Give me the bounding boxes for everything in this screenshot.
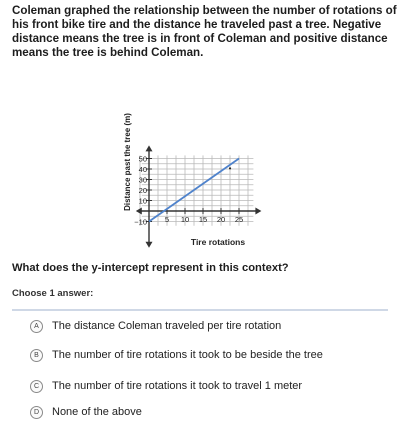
answer-option-d[interactable] [30,403,390,421]
y-tick-label: 10 [138,196,147,206]
x-tick-label: 25 [234,215,244,224]
y-tick-label: 50 [138,154,147,164]
answer-option-a[interactable] [30,317,390,335]
choose-answer-label: Choose 1 answer: [12,288,94,299]
x-axis-arrow [255,208,261,215]
option-a-badge: A [30,320,43,333]
answer-divider [12,309,388,311]
option-d-badge: D [30,406,43,419]
option-b-badge: B [30,349,43,362]
y-tick-label: 40 [138,165,147,174]
y-tick-label: 30 [138,175,147,185]
x-tick-label: 5 [164,215,170,224]
option-c-badge: C [30,380,43,393]
x-tick-label: 15 [198,215,208,224]
annotation-dot: • [228,164,232,174]
graph-axes [136,145,262,247]
option-a-text: The distance Coleman traveled per tire rotation [52,320,282,332]
answer-option-b[interactable] [30,346,390,364]
y-tick-label: −10 [134,217,147,227]
x-axis-label: Tire rotations [190,237,246,247]
x-axis-arrow-left [136,208,142,215]
x-tick-label: 10 [180,215,190,224]
option-b-text: The number of tire rotations it took to be beside the tree [52,349,323,361]
question-text: What does the y-intercept represent in this context? [12,262,289,274]
y-axis-arrow-down [146,242,153,248]
option-c-text: The number of tire rotations it took to travel 1 meter [52,380,303,392]
y-axis-label: Distance past the tree (m) [123,113,132,211]
y-axis-arrow [146,145,153,151]
problem-statement: Coleman graphed the relationship between the number of rotations of his front bike tire and the distance he traveled past a tree. Negative distance means the tree is in front of Coleman and positive distance means the tree is behind Coleman. [12,4,397,59]
answer-option-c[interactable] [30,377,390,395]
y-tick-label: 20 [138,186,147,195]
x-tick-label: 20 [216,215,226,224]
option-d-text: None of the above [52,406,142,418]
graph-tick-labels [134,155,243,227]
